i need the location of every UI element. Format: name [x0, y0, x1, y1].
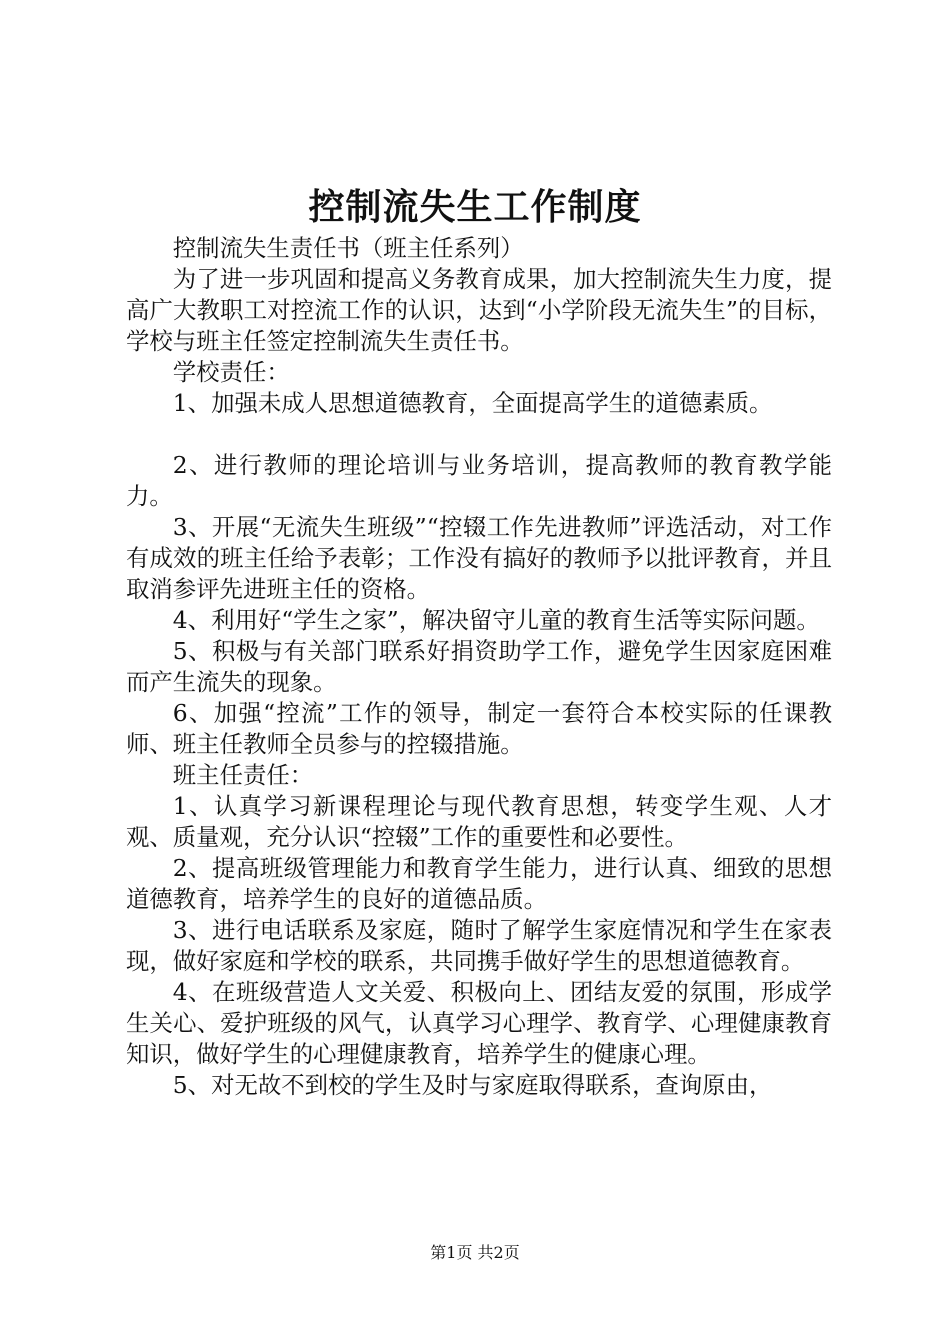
document-title: 控制流失生工作制度 [308, 186, 642, 228]
school-item-2: 2、进行教师的理论培训与业务培训，提高教师的教育教学能力。 [126, 451, 832, 510]
page-footer: 第1页 共2页 [430, 1243, 520, 1262]
school-item-6: 6、加强“控流”工作的领导，制定一套符合本校实际的任课教师、班主任教师全员参与的控辍措施。 [126, 699, 832, 758]
teacher-item-3: 3、进行电话联系及家庭，随时了解学生家庭情况和学生在家表现，做好家庭和学校的联系，共同携手做好学生的思想道德教育。 [126, 916, 832, 975]
school-item-1: 1、加强未成人思想道德教育，全面提高学生的道德素质。 [172, 389, 773, 417]
paragraph-intro: 为了进一步巩固和提高义务教育成果，加大控制流失生力度，提高广大教职工对控流工作的认识，达到“小学阶段无流失生”的目标，学校与班主任签定控制流失生责任书。 [126, 265, 832, 355]
section-heading-school: 学校责任： [172, 358, 290, 386]
teacher-item-5: 5、对无故不到校的学生及时与家庭取得联系，查询原由， [172, 1071, 773, 1099]
teacher-item-1: 1、认真学习新课程理论与现代教育思想，转变学生观、人才观、质量观，充分认识“控辍”工作的重要性和必要性。 [126, 792, 832, 851]
document-body [126, 233, 832, 1101]
section-heading-teacher: 班主任责任： [172, 761, 314, 789]
teacher-item-2: 2、提高班级管理能力和教育学生能力，进行认真、细致的思想道德教育，培养学生的良好的道德品质。 [126, 854, 832, 913]
school-item-3: 3、开展“无流失生班级”“控辍工作先进教师”评选活动，对工作有成效的班主任给予表彰；工作没有搞好的教师予以批评教育，并且取消参评先进班主任的资格。 [126, 513, 832, 603]
teacher-item-4: 4、在班级营造人文关爱、积极向上、团结友爱的氛围，形成学生关心、爱护班级的风气，认真学习心理学、教育学、心理健康教育知识，做好学生的心理健康教育，培养学生的健康心理。 [126, 978, 832, 1068]
school-item-5: 5、积极与有关部门联系好捐资助学工作，避免学生因家庭困难而产生流失的现象。 [126, 637, 832, 696]
paragraph-subtitle: 控制流失生责任书（班主任系列） [172, 234, 524, 262]
school-item-4: 4、利用好“学生之家”，解决留守儿童的教育生活等实际问题。 [172, 606, 820, 634]
